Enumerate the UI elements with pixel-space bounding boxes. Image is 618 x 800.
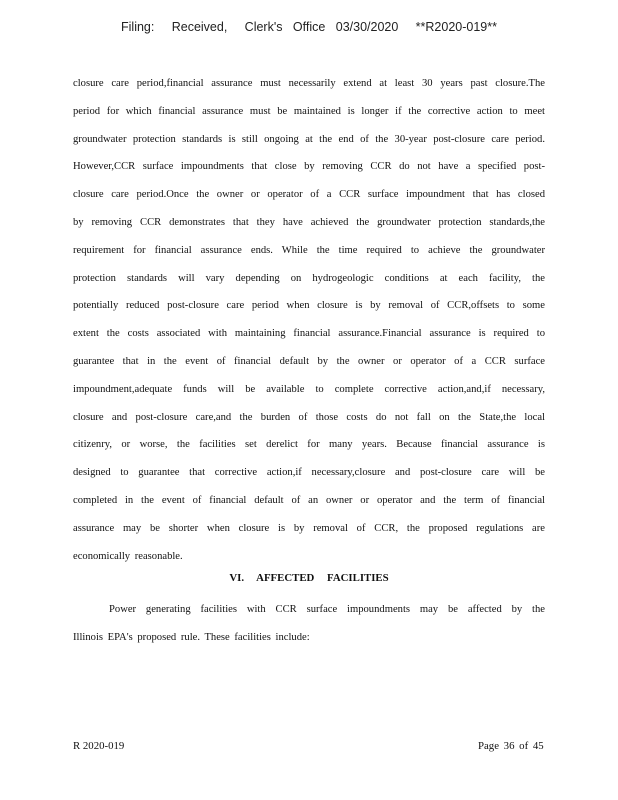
footer-docket-number: R 2020-019 xyxy=(73,740,125,752)
text-line: citizenry, or worse, the facilities set derelict for many years. Because financial assurance is xyxy=(73,439,545,451)
text-line: by removing CCR demonstrates that they have achieved the groundwater protection standards,the xyxy=(73,216,545,228)
text-line: impoundment,adequate funds will be available to complete corrective action,and,if necessary, xyxy=(73,383,545,395)
text-line: protection standards will vary depending on hydrogeologic conditions at each facility, the xyxy=(73,272,545,284)
text-line: extent the costs associated with maintaining financial assurance.Financial assurance is required to xyxy=(73,328,545,340)
text-line: closure care period,financial assurance must necessarily extend at least 30 years past closure.The xyxy=(73,78,545,89)
filing-header: Filing: Received, Clerk's Office 03/30/2020 **R2020-019** xyxy=(121,20,497,34)
text-line: requirement for financial assurance ends. While the time required to achieve the groundwater xyxy=(73,244,545,256)
text-line: However,CCR surface impoundments that close by removing CCR do not have a specified post- xyxy=(73,161,545,173)
text-line: Illinois EPA's proposed rule. These facilities include: xyxy=(73,631,310,643)
body-paragraph-2 xyxy=(73,596,545,652)
text-line: completed in the event of financial default of an owner or operator and the term of financial xyxy=(73,494,545,506)
text-line: groundwater protection standards is still ongoing at the end of the 30-year post-closure care period. xyxy=(73,133,545,145)
text-line: economically reasonable. xyxy=(73,550,183,562)
section-heading: VI. AFFECTED FACILITIES xyxy=(229,572,389,584)
footer-page-number: Page 36 of 45 xyxy=(478,740,544,752)
text-line: guarantee that in the event of financial default by the owner or operator of a CCR surface xyxy=(73,355,545,367)
text-line: closure care period.Once the owner or operator of a CCR surface impoundment that has closed xyxy=(73,189,545,201)
text-line: assurance may be shorter when closure is by removal of CCR, the proposed regulations are xyxy=(73,522,545,534)
text-line: period for which financial assurance must be maintained is longer if the corrective action to meet xyxy=(73,105,545,117)
text-line: potentially reduced post-closure care period when closure is by removal of CCR,offsets to some xyxy=(73,300,545,312)
text-line: designed to guarantee that corrective action,if necessary,closure and post-closure care will be xyxy=(73,467,545,479)
text-line: closure and post-closure care,and the burden of those costs do not fall on the State,the local xyxy=(73,411,545,423)
text-line: Power generating facilities with CCR surface impoundments may be affected by the xyxy=(109,604,545,615)
body-paragraph-1 xyxy=(73,70,545,570)
